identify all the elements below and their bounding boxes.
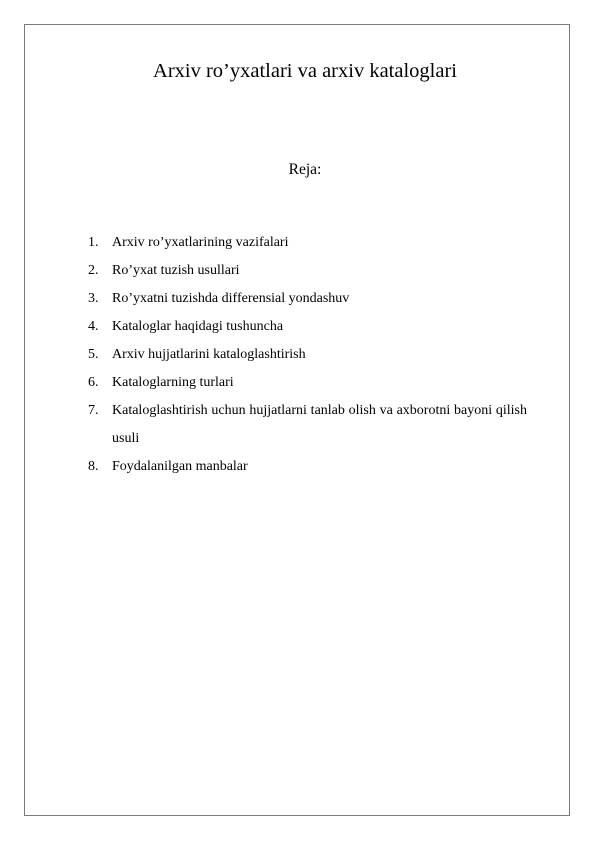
plan-item-number: 6. <box>88 375 99 390</box>
plan-item-number: 7. <box>88 403 99 418</box>
plan-item-2 <box>88 257 527 285</box>
plan-item-7 <box>88 397 527 453</box>
plan-item-number: 1. <box>88 235 99 250</box>
plan-item-text: Ro’yxatni tuzishda differensial yondashuv <box>112 291 350 306</box>
plan-item-8 <box>88 453 527 481</box>
plan-item-number: 4. <box>88 319 99 334</box>
plan-item-6 <box>88 369 527 397</box>
plan-item-3 <box>88 285 527 313</box>
plan-item-number: 8. <box>88 459 99 474</box>
plan-item-text: Kataloglarning turlari <box>112 375 234 390</box>
plan-item-text: Kataloglar haqidagi tushuncha <box>112 319 284 334</box>
document-title: Arxiv ro’yxatlari va arxiv kataloglari <box>153 60 457 82</box>
plan-item-text: Kataloglashtirish uchun hujjatlarni tanlab olish va axborotni bayoni qilish usuli <box>112 403 527 446</box>
plan-heading: Reja: <box>288 161 322 178</box>
plan-item-1 <box>88 229 527 257</box>
plan-item-5 <box>88 341 527 369</box>
plan-item-number: 3. <box>88 291 99 306</box>
plan-item-text: Arxiv hujjatlarini kataloglashtirish <box>112 347 306 362</box>
plan-item-number: 5. <box>88 347 99 362</box>
plan-item-text: Arxiv ro’yxatlarining vazifalari <box>112 235 289 250</box>
plan-item-text: Foydalanilgan manbalar <box>112 459 248 474</box>
plan-item-4 <box>88 313 527 341</box>
plan-item-text: Ro’yxat tuzish usullari <box>112 263 240 278</box>
plan-item-number: 2. <box>88 263 99 278</box>
plan-list <box>88 229 527 481</box>
